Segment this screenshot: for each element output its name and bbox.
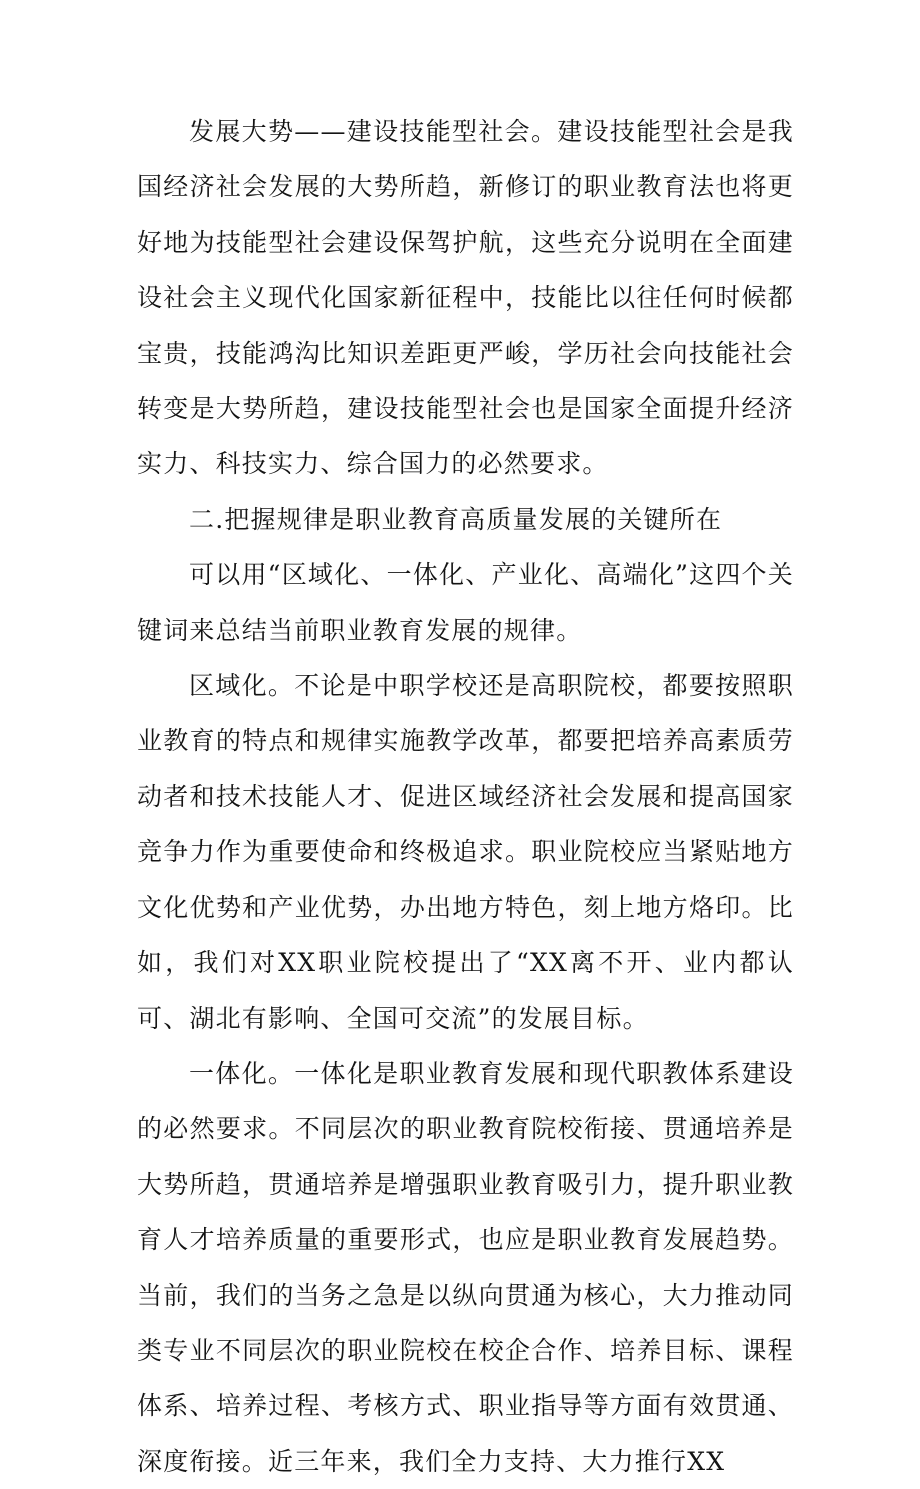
paragraph-skill-society: 发展大势——建设技能型社会。建设技能型社会是我国经济社会发展的大势所趋，新修订的职业教育法也将更好地为技能型社会建设保驾护航，这些充分说明在全面建设社会主义现代化国家新征程中，技能比以往任何时候都宝贵，技能鸿沟比知识差距更严峻，学历社会向技能社会转变是大势所趋，建设技能型社会也是国家全面提升经济实力、科技实力、综合国力的必然要求。 <box>137 117 794 479</box>
paragraph-regionalization: 区域化。不论是中职学校还是高职院校，都要按照职业教育的特点和规律实施教学改革，都要把培养高素质劳动者和技术技能人才、促进区域经济社会发展和提高国家竞争力作为重要使命和终极追求。职业院校应当紧贴地方文化优势和产业优势，办出地方特色，刻上地方烙印。比如，我们对XX职业院校提出了“XX离不开、业内都认可、湖北有影响、全国可交流”的发展目标。 <box>137 671 794 1033</box>
paragraph-keywords: 可以用“区域化、一体化、产业化、高端化”这四个关键词来总结当前职业教育发展的规律。 <box>137 560 794 645</box>
section-heading-two: 二.把握规律是职业教育高质量发展的关键所在 <box>189 504 723 534</box>
document-body <box>137 104 794 1489</box>
paragraph-integration: 一体化。一体化是职业教育发展和现代职教体系建设的必然要求。不同层次的职业教育院校衔接、贯通培养是大势所趋，贯通培养是增强职业教育吸引力，提升职业教育人才培养质量的重要形式，也应是职业教育发展趋势。当前，我们的当务之急是以纵向贯通为核心，大力推动同类专业不同层次的职业院校在校企合作、培养目标、课程体系、培养过程、考核方式、职业指导等方面有效贯通、深度衔接。近三年来，我们全力支持、大力推行XX <box>137 1058 794 1476</box>
